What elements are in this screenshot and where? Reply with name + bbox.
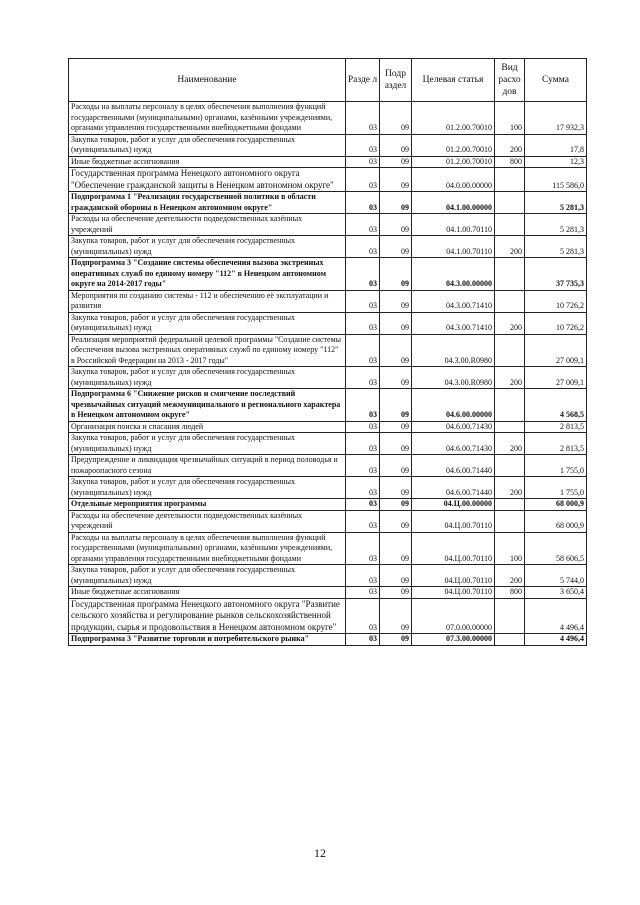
row-kind: 200 [495,312,525,334]
row-subsection: 09 [380,510,412,532]
row-subsection: 09 [380,290,412,312]
table-row [69,134,587,156]
row-sum: 17 932,3 [525,102,587,135]
row-name: Расходы на обеспечение деятельности подведомственных казённых учреждений [69,510,346,532]
row-kind: 800 [495,587,525,599]
table-row [69,477,587,499]
row-section: 03 [346,499,380,511]
row-section: 03 [346,389,380,422]
row-section: 03 [346,214,380,236]
row-section: 03 [346,134,380,156]
table-body [69,102,587,646]
row-sum: 68 000,9 [525,510,587,532]
row-name: Закупка товаров, работ и услуг для обеспечения государственных (муниципальных) нужд [69,312,346,334]
row-target: 04.3.00.71410 [412,312,495,334]
row-kind [495,168,525,192]
row-name: Отдельные мероприятия программы [69,499,346,511]
row-target: 04.6.00.71440 [412,455,495,477]
row-subsection: 09 [380,168,412,192]
header-name: Наименование [69,59,346,102]
row-sum: 4 496,4 [525,634,587,646]
row-section: 03 [346,192,380,214]
row-name: Организация поиска и спасания людей [69,421,346,433]
header-sum: Сумма [525,59,587,102]
row-kind: 200 [495,433,525,455]
row-kind: 800 [495,156,525,168]
row-kind [495,598,525,634]
row-subsection: 09 [380,421,412,433]
row-name: Мероприятия по созданию системы - 112 и обеспечению её эксплуатации и развития [69,290,346,312]
row-kind: 200 [495,367,525,389]
row-sum: 115 586,0 [525,168,587,192]
row-target: 01.2.00.70010 [412,156,495,168]
row-subsection: 09 [380,389,412,422]
row-sum: 68 000,9 [525,499,587,511]
row-sum: 1 755,0 [525,477,587,499]
row-section: 03 [346,290,380,312]
table-row [69,499,587,511]
header-target: Целевая статья [412,59,495,102]
table-row [69,455,587,477]
row-target: 04.Ц.00.70110 [412,510,495,532]
row-name: Подпрограмма 3 "Развитие торговли и потребительского рынка" [69,634,346,646]
row-subsection: 09 [380,134,412,156]
row-sum: 5 281,3 [525,214,587,236]
table-row [69,290,587,312]
budget-table [68,58,587,646]
row-sum: 2 813,5 [525,421,587,433]
row-name: Иные бюджетные ассигнования [69,156,346,168]
row-name: Закупка товаров, работ и услуг для обеспечения государственных (муниципальных) нужд [69,433,346,455]
row-sum: 27 009,1 [525,367,587,389]
page-number: 12 [314,846,326,860]
row-section: 03 [346,565,380,587]
row-section: 03 [346,334,380,367]
row-kind [495,192,525,214]
row-name: Подпрограмма 1 "Реализация государственной политики в области гражданской обороны в Ненецком автономном округе" [69,192,346,214]
row-kind [495,258,525,291]
row-subsection: 09 [380,634,412,646]
row-sum: 37 735,3 [525,258,587,291]
row-section: 03 [346,156,380,168]
row-subsection: 09 [380,455,412,477]
table-row [69,367,587,389]
table-row [69,532,587,565]
table-header-row [69,59,587,102]
row-sum: 12,3 [525,156,587,168]
row-name: Реализация мероприятий федеральной целевой программы "Создание системы обеспечения вызова экстренных оперативных служб по единому номеру "112" в Российской Федерации на 2013 - 2017 годы" [69,334,346,367]
row-section: 03 [346,455,380,477]
row-section: 03 [346,433,380,455]
row-sum: 4 496,4 [525,598,587,634]
row-target: 04.6.00.71430 [412,421,495,433]
row-target: 04.Ц.00.00000 [412,499,495,511]
row-section: 03 [346,587,380,599]
row-target: 04.Ц.00.70110 [412,532,495,565]
row-subsection: 09 [380,477,412,499]
table-row [69,510,587,532]
row-subsection: 09 [380,532,412,565]
row-sum: 27 009,1 [525,334,587,367]
row-section: 03 [346,598,380,634]
table-row [69,102,587,135]
row-target: 04.3.00.00000 [412,258,495,291]
table-row [69,258,587,291]
row-sum: 10 726,2 [525,290,587,312]
table-row [69,565,587,587]
row-target: 04.1.00.00000 [412,192,495,214]
budget-table-sheet [68,58,586,646]
table-row [69,168,587,192]
row-subsection: 09 [380,565,412,587]
row-subsection: 09 [380,192,412,214]
table-row [69,156,587,168]
row-kind [495,499,525,511]
row-name: Закупка товаров, работ и услуг для обеспечения государственных (муниципальных) нужд [69,367,346,389]
table-row [69,634,587,646]
row-section: 03 [346,477,380,499]
row-sum: 58 606,5 [525,532,587,565]
row-subsection: 09 [380,367,412,389]
row-kind: 100 [495,102,525,135]
row-kind [495,421,525,433]
table-row [69,312,587,334]
table-row [69,433,587,455]
row-kind [495,389,525,422]
row-target: 04.Ц.00.70110 [412,587,495,599]
row-section: 03 [346,168,380,192]
row-section: 03 [346,258,380,291]
row-section: 03 [346,312,380,334]
header-section: Разде л [346,59,380,102]
row-target: 07.3.00.00000 [412,634,495,646]
row-kind: 100 [495,532,525,565]
row-section: 03 [346,510,380,532]
row-target: 01.2.00.70010 [412,134,495,156]
row-name: Расходы на выплаты персоналу в целях обеспечения выполнения функций государственными (муниципальными) органами, казёнными учреждениями, органами управления государственными внебюджетными фондами [69,102,346,135]
row-target: 04.6.00.71440 [412,477,495,499]
row-name: Подпрограмма 3 "Создание системы обеспечения вызова экстренных оперативных служб по единому номеру "112" в Ненецком автономном округе на 2014-2017 годы" [69,258,346,291]
row-section: 03 [346,532,380,565]
row-name: Закупка товаров, работ и услуг для обеспечения государственных (муниципальных) нужд [69,236,346,258]
row-name: Подпрограмма 6 "Снижение рисков и смягчение последствий чрезвычайных ситуаций межмуниципального и регионального характера в Ненецком автономном округе" [69,389,346,422]
row-sum: 5 744,0 [525,565,587,587]
row-name: Закупка товаров, работ и услуг для обеспечения государственных (муниципальных) нужд [69,565,346,587]
row-section: 03 [346,634,380,646]
row-kind [495,510,525,532]
table-row [69,334,587,367]
row-target: 04.6.00.00000 [412,389,495,422]
row-subsection: 09 [380,312,412,334]
row-name: Государственная программа Ненецкого автономного округа "Развитие сельского хозяйства и регулирование рынков сельскохозяйственной продукции, сырья и продовольствия в Ненецком автономном округе" [69,598,346,634]
row-sum: 17,8 [525,134,587,156]
row-kind [495,290,525,312]
row-name: Расходы на выплаты персоналу в целях обеспечения выполнения функций государственными (муниципальными) органами, казёнными учреждениями, органами управления государственными внебюджетными фондами [69,532,346,565]
table-row [69,214,587,236]
row-kind: 200 [495,565,525,587]
table-row [69,389,587,422]
header-kind: Вид расхо дов [495,59,525,102]
row-subsection: 09 [380,433,412,455]
row-kind [495,634,525,646]
row-kind [495,455,525,477]
row-target: 01.2.00.70010 [412,102,495,135]
row-target: 04.Ц.00.70110 [412,565,495,587]
row-name: Иные бюджетные ассигнования [69,587,346,599]
row-section: 03 [346,421,380,433]
row-name: Закупка товаров, работ и услуг для обеспечения государственных (муниципальных) нужд [69,134,346,156]
row-target: 04.1.00.70110 [412,236,495,258]
row-sum: 3 650,4 [525,587,587,599]
table-row [69,421,587,433]
row-section: 03 [346,367,380,389]
row-kind: 200 [495,134,525,156]
row-section: 03 [346,236,380,258]
row-sum: 1 755,0 [525,455,587,477]
row-subsection: 09 [380,499,412,511]
row-subsection: 09 [380,598,412,634]
row-subsection: 09 [380,214,412,236]
row-target: 04.3.00.R0980 [412,334,495,367]
row-subsection: 09 [380,156,412,168]
row-sum: 10 726,2 [525,312,587,334]
row-target: 04.0.00.00000 [412,168,495,192]
row-sum: 5 281,3 [525,192,587,214]
table-row [69,192,587,214]
row-section: 03 [346,102,380,135]
row-target: 07.0.00.00000 [412,598,495,634]
row-sum: 2 813,5 [525,433,587,455]
table-row [69,587,587,599]
table-row [69,598,587,634]
row-sum: 5 281,3 [525,236,587,258]
row-target: 04.3.00.R0980 [412,367,495,389]
row-name: Предупреждение и ликвидация чрезвычайных ситуаций в период половодья и пожароопасного сезона [69,455,346,477]
header-subsection: Подр аздел [380,59,412,102]
row-target: 04.1.00.70110 [412,214,495,236]
row-kind [495,214,525,236]
row-subsection: 09 [380,334,412,367]
row-subsection: 09 [380,102,412,135]
row-name: Государственная программа Ненецкого автономного округа "Обеспечение гражданской защиты в Ненецком автономном округе" [69,168,346,192]
row-target: 04.6.00.71430 [412,433,495,455]
row-kind [495,334,525,367]
table-row [69,236,587,258]
row-target: 04.3.00.71410 [412,290,495,312]
row-kind: 200 [495,477,525,499]
row-sum: 4 568,5 [525,389,587,422]
row-name: Расходы на обеспечение деятельности подведомственных казённых учреждений [69,214,346,236]
row-subsection: 09 [380,587,412,599]
row-subsection: 09 [380,236,412,258]
row-kind: 200 [495,236,525,258]
row-name: Закупка товаров, работ и услуг для обеспечения государственных (муниципальных) нужд [69,477,346,499]
row-subsection: 09 [380,258,412,291]
